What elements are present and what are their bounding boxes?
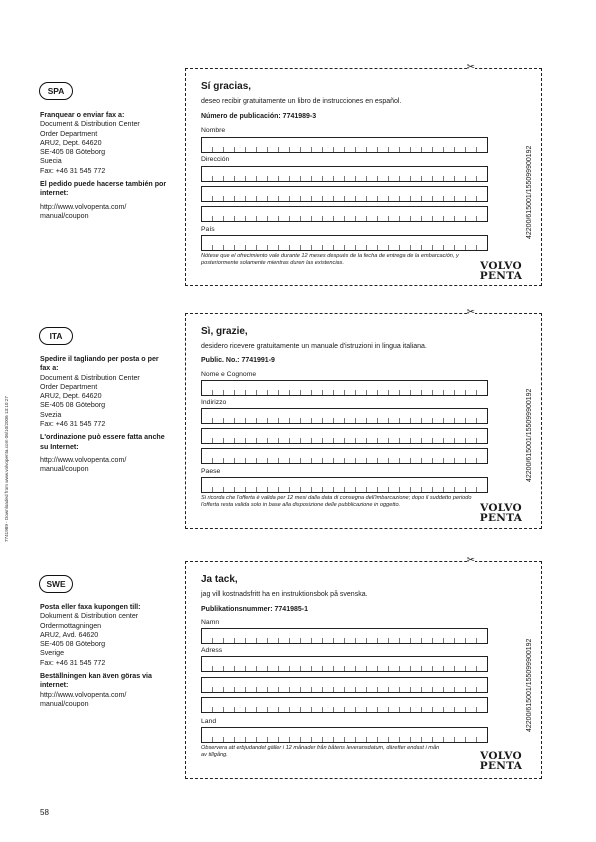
address-line: Ordermottagningen: [40, 621, 102, 630]
address-field-2[interactable]: [201, 186, 488, 202]
address-field-1[interactable]: [201, 166, 488, 182]
logo-word-top: VOLVO: [480, 502, 522, 514]
web-link[interactable]: manual/coupon: [40, 465, 89, 474]
scissors-icon: ✂: [466, 62, 475, 73]
country-label: País: [201, 226, 215, 233]
mailing-heading: Spedire il tagliando per posta o per fax a:: [40, 355, 159, 373]
coupon-code: 42200/615001/155099900192: [526, 145, 533, 239]
mailing-info: [40, 111, 170, 221]
name-field[interactable]: [201, 380, 488, 396]
fax-number: Fax: +46 31 545 772: [40, 658, 106, 667]
name-label: Namn: [201, 619, 220, 626]
logo-word-bottom: PENTA: [479, 269, 523, 282]
name-label: Nombre: [201, 127, 226, 134]
address-line: Suecia: [40, 157, 62, 166]
web-link[interactable]: http://www.volvopenta.com/: [40, 455, 127, 464]
web-link[interactable]: http://www.volvopenta.com/: [40, 202, 127, 211]
language-badge: SPA: [39, 82, 73, 100]
volvo-penta-logo: [477, 262, 525, 281]
address-field-3[interactable]: [201, 448, 488, 464]
publication-number: Número de publicación: 7741989-3: [201, 113, 317, 120]
logo-word-top: VOLVO: [480, 260, 522, 272]
address-label: Dirección: [201, 156, 230, 163]
name-field[interactable]: [201, 137, 488, 153]
web-link[interactable]: manual/coupon: [40, 699, 89, 708]
order-coupon: [185, 307, 542, 529]
logo-word-bottom: PENTA: [479, 511, 523, 524]
country-label: Land: [201, 718, 217, 725]
scissors-icon: ✂: [466, 307, 475, 318]
address-field-2[interactable]: [201, 428, 488, 444]
coupon-code: 42200/615001/155099900192: [526, 388, 533, 482]
download-stamp: 7741989 - Downloaded from www.volvopenta.com 06/10/2006 13:10:27: [4, 396, 9, 542]
publication-number: Publikationsnummer: 7741985-1: [201, 606, 308, 613]
coupon-title: Sì, grazie,: [201, 326, 248, 337]
order-coupon: [185, 62, 542, 286]
mailing-info: [40, 355, 170, 475]
address-line: ARU2, Dept. 64620: [40, 392, 102, 401]
address-field-3[interactable]: [201, 206, 488, 222]
language-badge: ITA: [39, 327, 73, 345]
country-label: Paese: [201, 468, 221, 475]
fax-number: Fax: +46 31 545 772: [40, 420, 106, 429]
web-link[interactable]: manual/coupon: [40, 211, 89, 220]
coupon-section-spa: [0, 58, 596, 283]
address-line: SE-405 08 Göteborg: [40, 640, 106, 649]
logo-word-top: VOLVO: [480, 750, 522, 762]
publication-number: Public. No.: 7741991-9: [201, 357, 275, 364]
name-field[interactable]: [201, 628, 488, 644]
order-coupon: [185, 555, 542, 779]
volvo-penta-logo: [477, 504, 525, 523]
mailing-heading: Posta eller faxa kupongen till:: [40, 603, 141, 611]
mailing-heading: Franquear o enviar fax a:: [40, 111, 125, 119]
address-line: SE-405 08 Göteborg: [40, 148, 106, 157]
coupon-section-swe: [0, 550, 596, 775]
address-field-1[interactable]: [201, 408, 488, 424]
address-line: ARU2, Dept. 64620: [40, 138, 102, 147]
offer-note: Nótese que el ofrecimiento vale durante 12 meses después de la fecha de entrega de la embarcación, y posteriormente solamente mientras duren las existencias.: [201, 253, 459, 266]
logo-word-bottom: PENTA: [479, 759, 523, 772]
address-line: Order Department: [40, 382, 98, 391]
address-line: ARU2, Avd. 64620: [40, 630, 99, 639]
country-field[interactable]: [201, 727, 488, 743]
address-line: Order Department: [40, 129, 98, 138]
address-line: Dokument & Distribution center: [40, 612, 139, 621]
internet-heading: Beställningen kan även göras via internet:: [40, 672, 152, 690]
country-field[interactable]: [201, 477, 488, 493]
address-field-2[interactable]: [201, 677, 488, 693]
offer-note: Si ricorda che l'offerta è valida per 12 mesi dalla data di consegna dell'imbarcazione; dopo il suddetto periodo l'offerta resta valida solo in base alla disposizione delle pubblicazione in oggetto.: [201, 495, 472, 508]
address-line: Document & Distribution Center: [40, 373, 140, 382]
coupon-intro: jag vill kostnadsfritt ha en instruktionsbok på svenska.: [201, 591, 368, 598]
coupon-title: Ja tack,: [201, 574, 238, 585]
language-badge: SWE: [39, 575, 73, 593]
address-label: Adress: [201, 647, 223, 654]
address-label: Indirizzo: [201, 399, 227, 406]
name-label: Nome e Cognome: [201, 371, 257, 378]
fax-number: Fax: +46 31 545 772: [40, 166, 106, 175]
coupon-title: Sí gracias,: [201, 81, 252, 92]
internet-heading: L'ordinazione può essere fatta anche su Internet:: [40, 433, 165, 451]
mailing-info: [40, 603, 170, 709]
address-field-3[interactable]: [201, 697, 488, 713]
address-line: SE-405 08 Göteborg: [40, 401, 106, 410]
web-link[interactable]: http://www.volvopenta.com/: [40, 690, 127, 699]
internet-heading: El pedido puede hacerse también por internet:: [40, 180, 167, 198]
coupon-code: 42200/615001/155099900192: [526, 638, 533, 732]
coupon-section-ita: [0, 300, 596, 525]
address-field-1[interactable]: [201, 656, 488, 672]
offer-note: Observera att erbjudandet gäller i 12 månader från båtens leveransdatum, därefter endast i mån av tillgång.: [201, 745, 440, 758]
coupon-intro: deseo recibir gratuitamente un libro de instrucciones en español.: [201, 98, 402, 105]
coupon-intro: desidero ricevere gratuitamente un manuale d'istruzioni in lingua italiana.: [201, 343, 427, 350]
page-number: 58: [40, 808, 49, 817]
scissors-icon: ✂: [466, 555, 475, 566]
country-field[interactable]: [201, 235, 488, 251]
address-line: Svezia: [40, 410, 62, 419]
volvo-penta-logo: [477, 752, 525, 771]
address-line: Document & Distribution Center: [40, 120, 140, 129]
address-line: Sverige: [40, 649, 65, 658]
